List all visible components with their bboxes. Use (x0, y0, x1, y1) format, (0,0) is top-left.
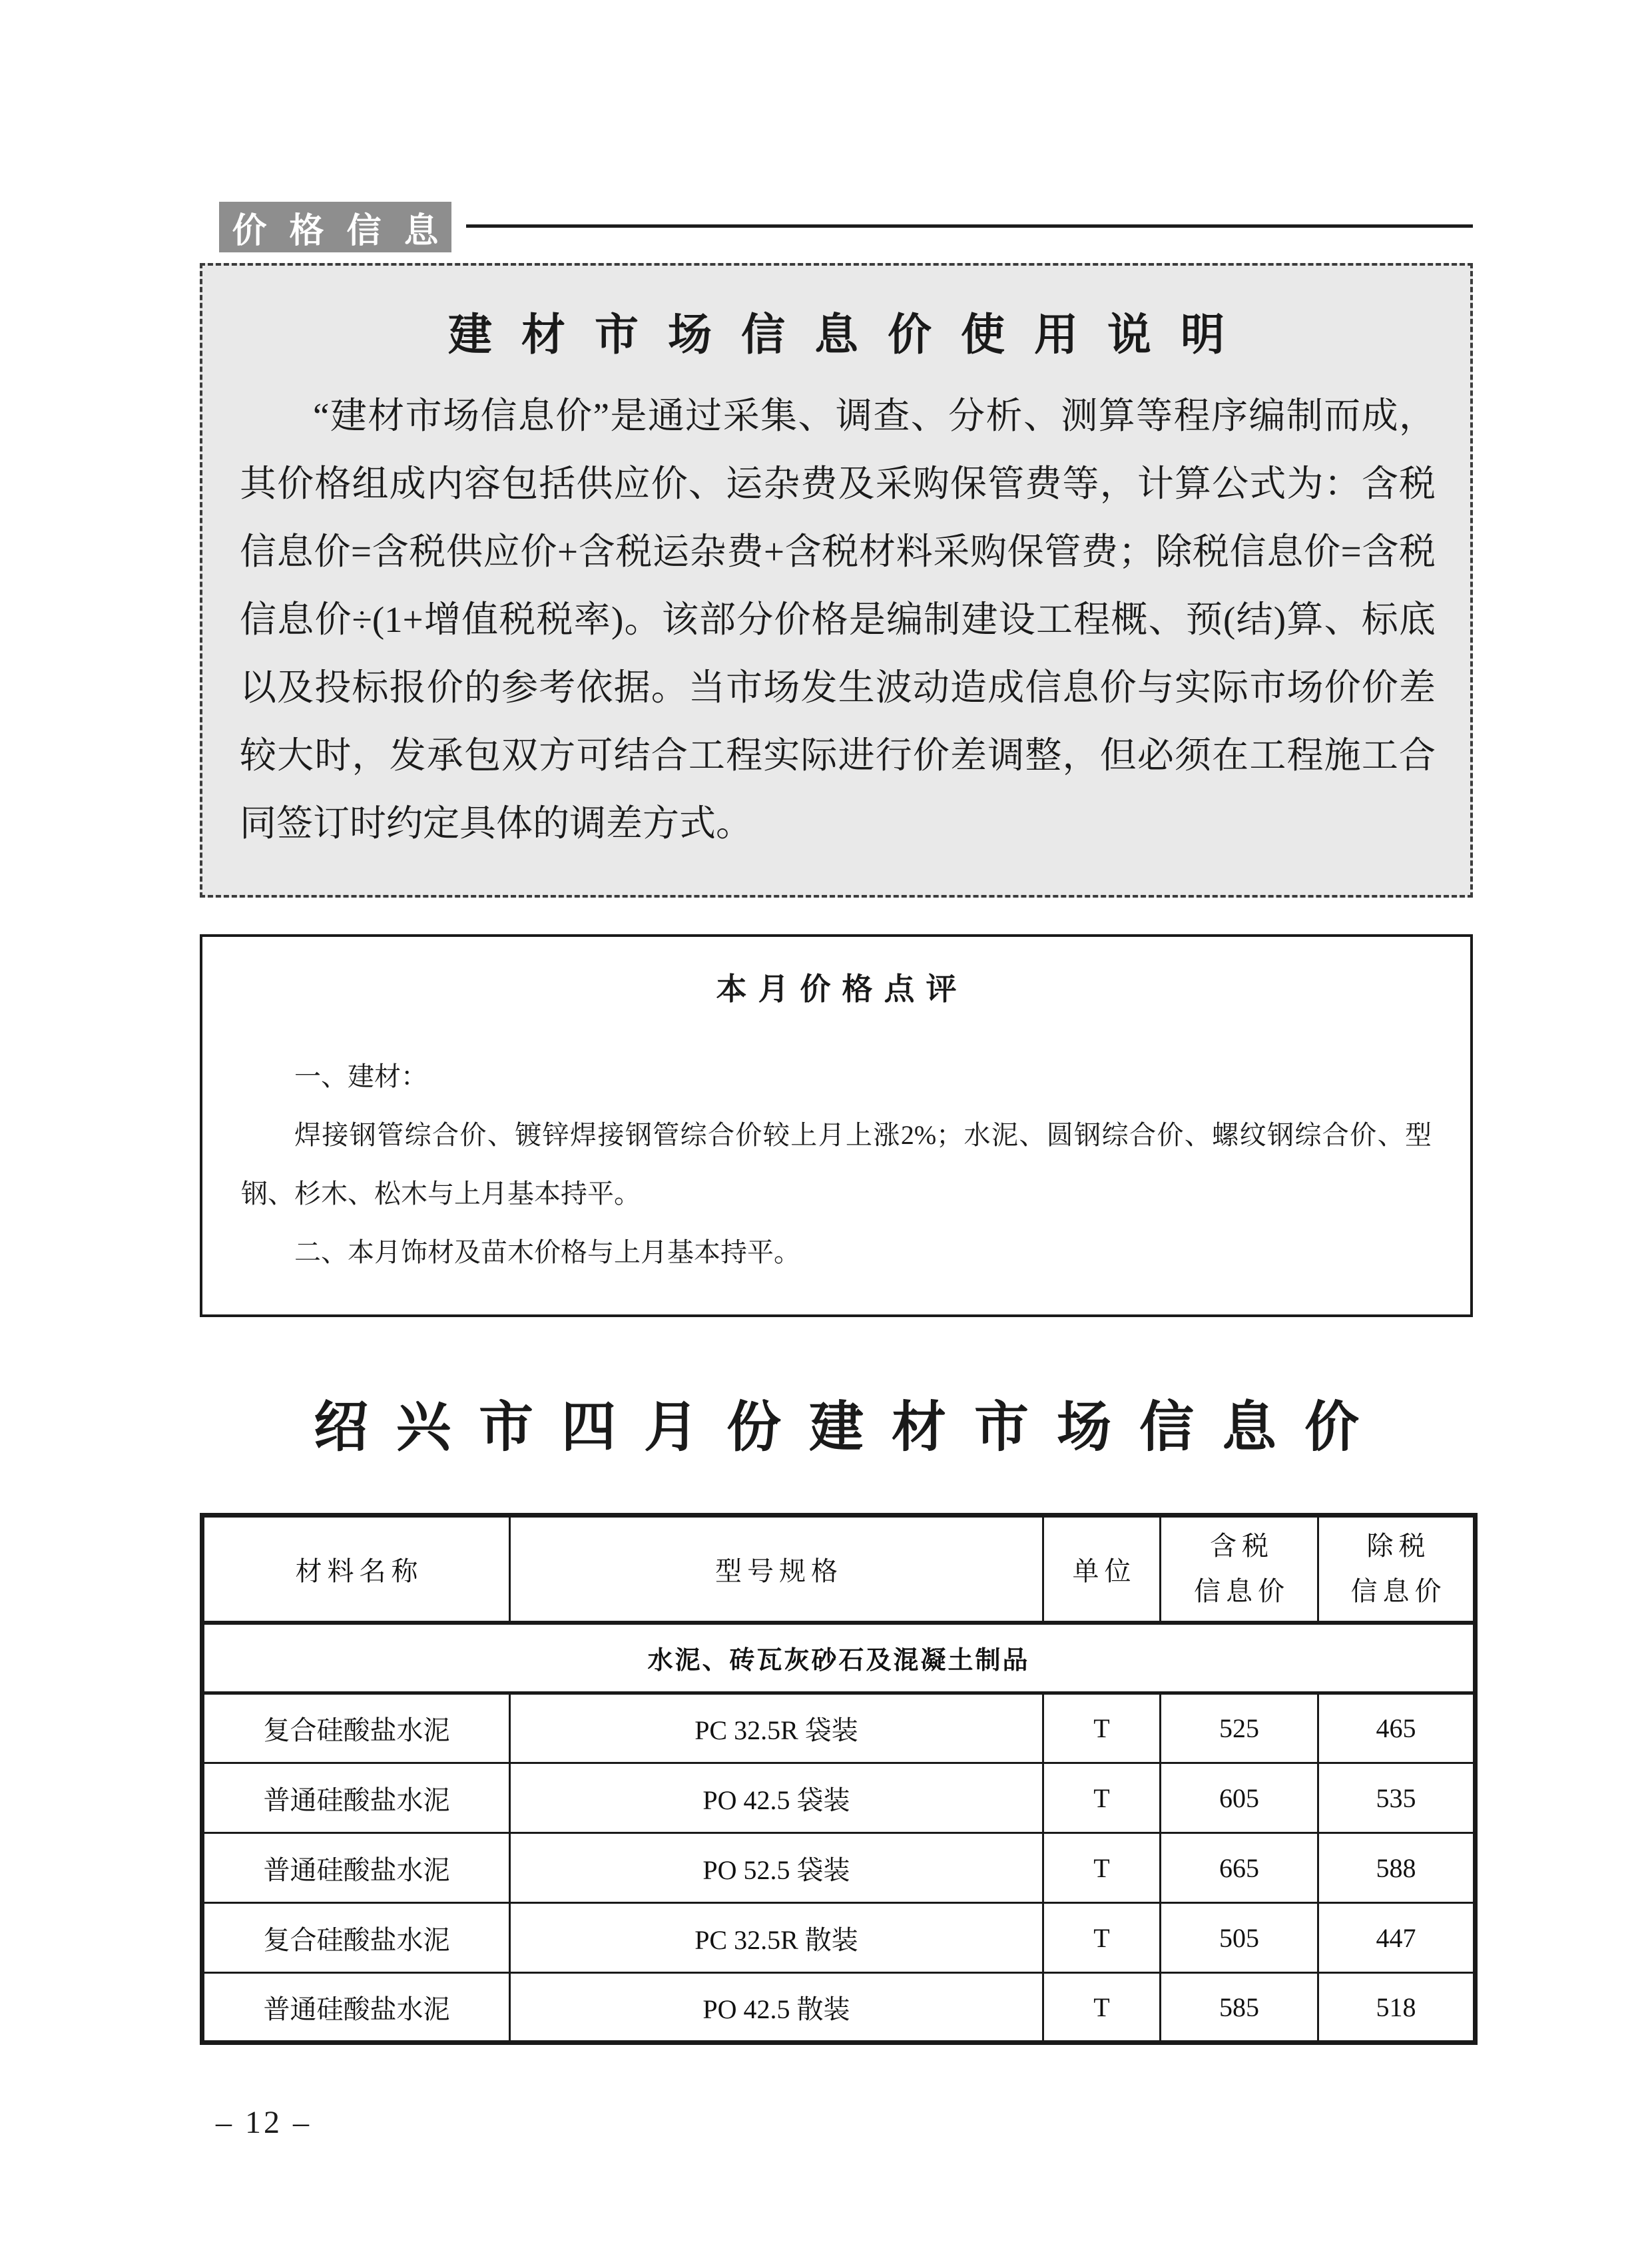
table-row (202, 1973, 1476, 2043)
price-review-box (200, 934, 1473, 1317)
cell-taxed-price: 605 (1161, 1763, 1318, 1833)
review-item-2: 二、本月饰材及苗木价格与上月基本持平。 (294, 1237, 800, 1267)
section-tag-label: 价格信息 (232, 211, 461, 250)
col-header-untaxed-line2: 信息价 (1350, 1576, 1447, 1607)
cell-material: 普通硅酸盐水泥 (202, 1763, 510, 1833)
cell-untaxed-price: 535 (1318, 1763, 1476, 1833)
header-rule (466, 224, 1473, 228)
col-header-spec: 型号规格 (510, 1516, 1043, 1623)
review-item-1-heading: 一、建材： (294, 1061, 427, 1091)
price-review-title: 本月价格点评 (716, 972, 968, 1006)
category-label: 水泥、砖瓦灰砂石及混凝土制品 (202, 1623, 1476, 1693)
category-row (202, 1623, 1476, 1693)
cell-spec: PC 32.5R 袋装 (510, 1693, 1043, 1763)
cell-unit: T (1043, 1693, 1161, 1763)
col-header-taxed-line2: 信息价 (1194, 1576, 1290, 1607)
usage-note-box (200, 263, 1473, 898)
cell-unit: T (1043, 1973, 1161, 2043)
usage-note-title: 建材市场信息价使用说明 (448, 310, 1254, 359)
page-title: 绍兴市四月份建材市场信息价 (313, 1397, 1387, 1458)
review-item-1-body: 焊接钢管综合价、镀锌焊接钢管综合价较上月上涨2%；水泥、圆钢综合价、螺纹钢综合价、型钢、杉木、松木与上月基本持平。 (241, 1120, 1432, 1209)
col-header-material: 材料名称 (202, 1516, 510, 1623)
page-number: – 12 – (216, 2105, 312, 2140)
usage-note-body: “建材市场信息价”是通过采集、调查、分析、测算等程序编制而成，其价格组成内容包括供应价、运杂费及采购保管费等，计算公式为：含税信息价=含税供应价+含税运杂费+含税材料采购保管费；除税信息价=含税信息价÷(1+增值税税率)。该部分价格是编制建设工程概、预(结)算、标底以及投标报价的参考依据。当市场发生波动造成信息价与实际市场价价差较大时，发承包双方可结合工程实际进行价差调整，但必须在工程施工合同签订时约定具体的调差方式。 (240, 396, 1436, 844)
col-header-untaxed-line1: 除税 (1366, 1531, 1431, 1561)
cell-spec: PO 42.5 散装 (510, 1973, 1043, 2043)
cell-untaxed-price: 588 (1318, 1833, 1476, 1903)
cell-taxed-price: 665 (1161, 1833, 1318, 1903)
cell-unit: T (1043, 1833, 1161, 1903)
cell-taxed-price: 525 (1161, 1693, 1318, 1763)
cell-material: 普通硅酸盐水泥 (202, 1833, 510, 1903)
col-header-unit: 单位 (1043, 1516, 1161, 1623)
cell-unit: T (1043, 1903, 1161, 1973)
col-header-untaxed-price (1318, 1516, 1476, 1623)
cell-spec: PO 52.5 袋装 (510, 1833, 1043, 1903)
col-header-taxed-price (1161, 1516, 1318, 1623)
cell-untaxed-price: 465 (1318, 1693, 1476, 1763)
cell-unit: T (1043, 1763, 1161, 1833)
price-review-body (241, 1047, 1432, 1282)
table-row (202, 1903, 1476, 1973)
table-header-row (202, 1516, 1476, 1623)
cell-untaxed-price: 518 (1318, 1973, 1476, 2043)
cell-material: 普通硅酸盐水泥 (202, 1973, 510, 2043)
price-table (200, 1513, 1478, 2045)
cell-taxed-price: 505 (1161, 1903, 1318, 1973)
col-header-taxed-line1: 含税 (1210, 1531, 1274, 1561)
table-row (202, 1833, 1476, 1903)
cell-untaxed-price: 447 (1318, 1903, 1476, 1973)
cell-spec: PO 42.5 袋装 (510, 1763, 1043, 1833)
cell-material: 复合硅酸盐水泥 (202, 1903, 510, 1973)
cell-taxed-price: 585 (1161, 1973, 1318, 2043)
table-row (202, 1693, 1476, 1763)
cell-material: 复合硅酸盐水泥 (202, 1693, 510, 1763)
cell-spec: PC 32.5R 散装 (510, 1903, 1043, 1973)
section-tag (219, 202, 461, 252)
table-row (202, 1763, 1476, 1833)
